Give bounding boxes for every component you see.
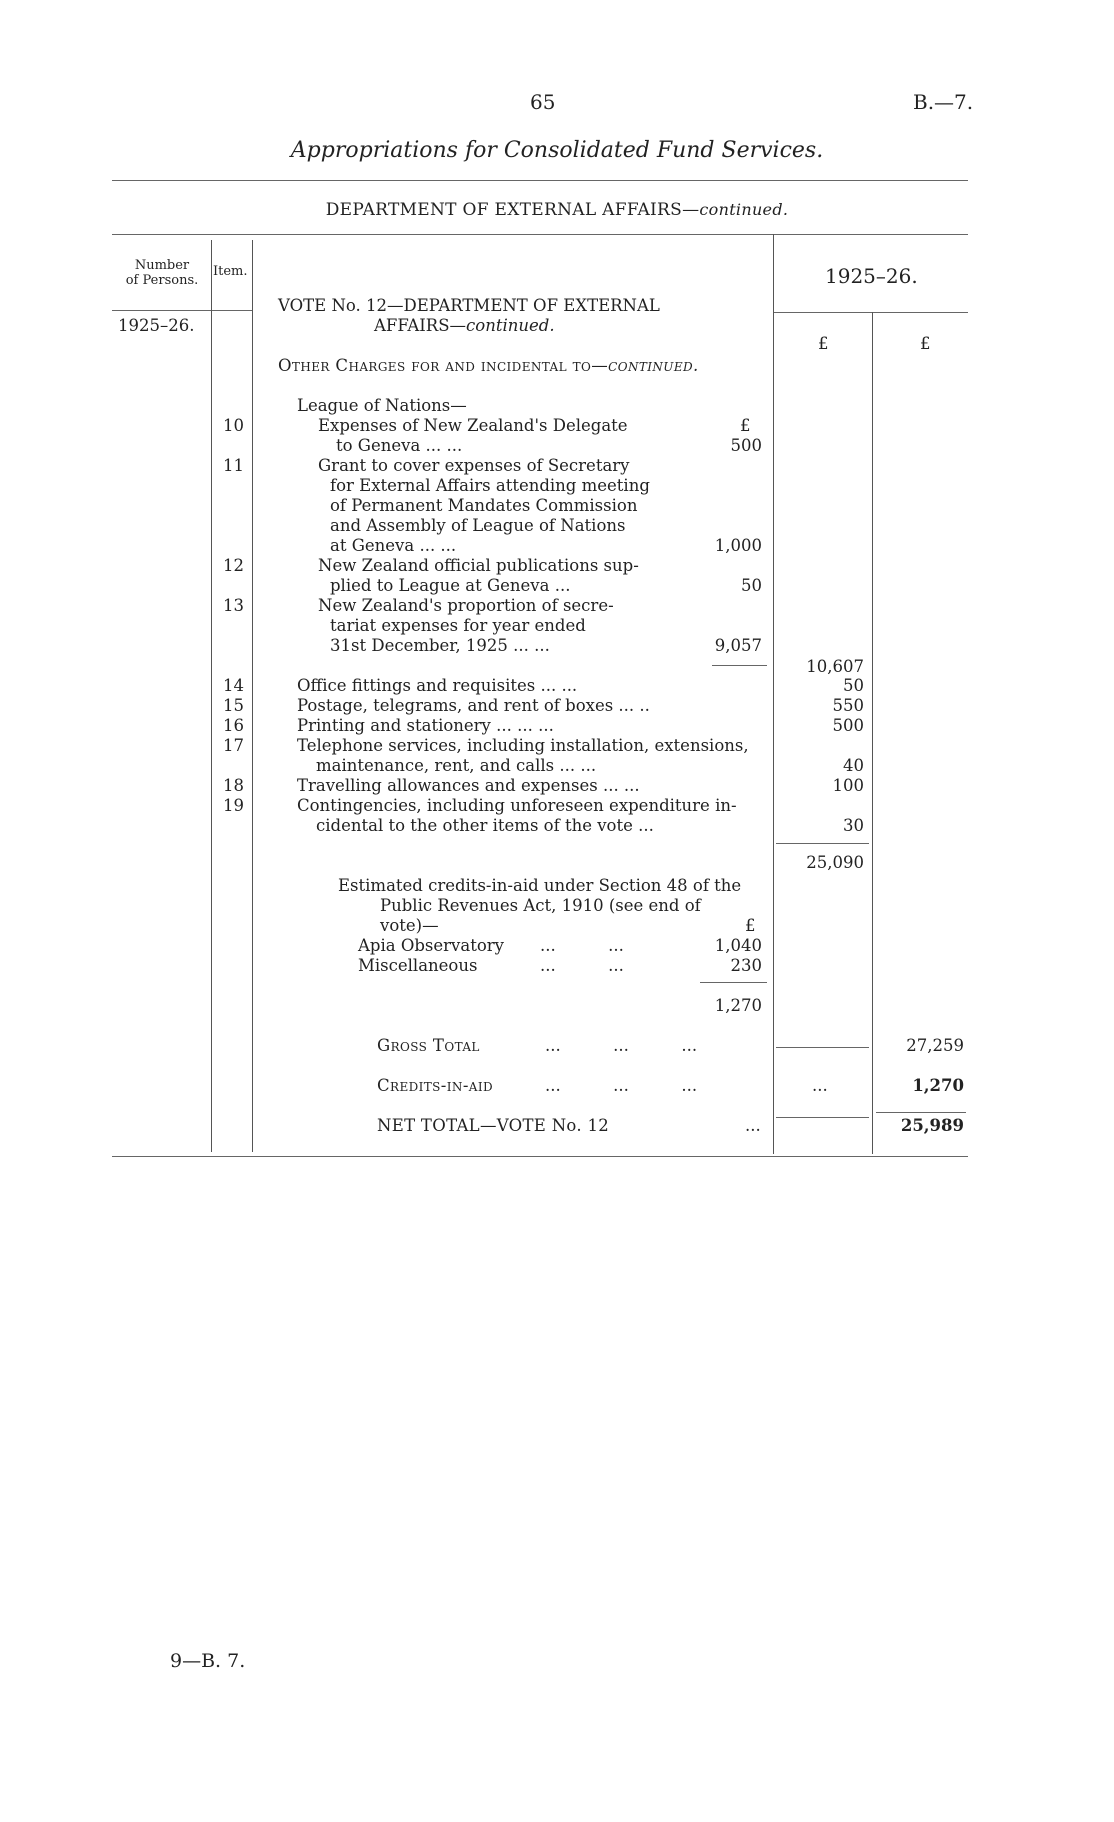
- vote-title-cont: AFFAIRS—continued.: [374, 316, 555, 335]
- currency-header-a: £: [818, 334, 829, 353]
- credits-total: 1,270: [714, 996, 762, 1015]
- year-right-header: 1925–26.: [825, 264, 918, 288]
- league-subtotal: 10,607: [806, 657, 864, 676]
- heading-rule: [112, 180, 968, 181]
- persons-header: Number of Persons.: [125, 258, 199, 288]
- department-title: DEPARTMENT OF EXTERNAL AFFAIRS—continued.: [325, 200, 789, 220]
- vote-total: 25,090: [806, 853, 864, 872]
- footer-signature: 9—B. 7.: [170, 1650, 246, 1672]
- currency-header-b: £: [920, 334, 931, 353]
- page-number: 65: [530, 90, 556, 114]
- item-header: Item.: [213, 264, 248, 279]
- department-suffix: continued.: [699, 200, 789, 219]
- page-heading: Appropriations for Consolidated Fund Services.: [290, 138, 824, 163]
- league-heading: League of Nations—: [297, 396, 467, 415]
- vote-subheading: Other Charges for and incidental to—continued.: [278, 356, 699, 375]
- league-currency: £: [740, 416, 751, 435]
- vote-title: VOTE No. 12—DEPARTMENT OF EXTERNAL: [278, 296, 660, 315]
- document-reference: B.—7.: [913, 90, 974, 114]
- year-left-header: 1925–26.: [118, 316, 195, 335]
